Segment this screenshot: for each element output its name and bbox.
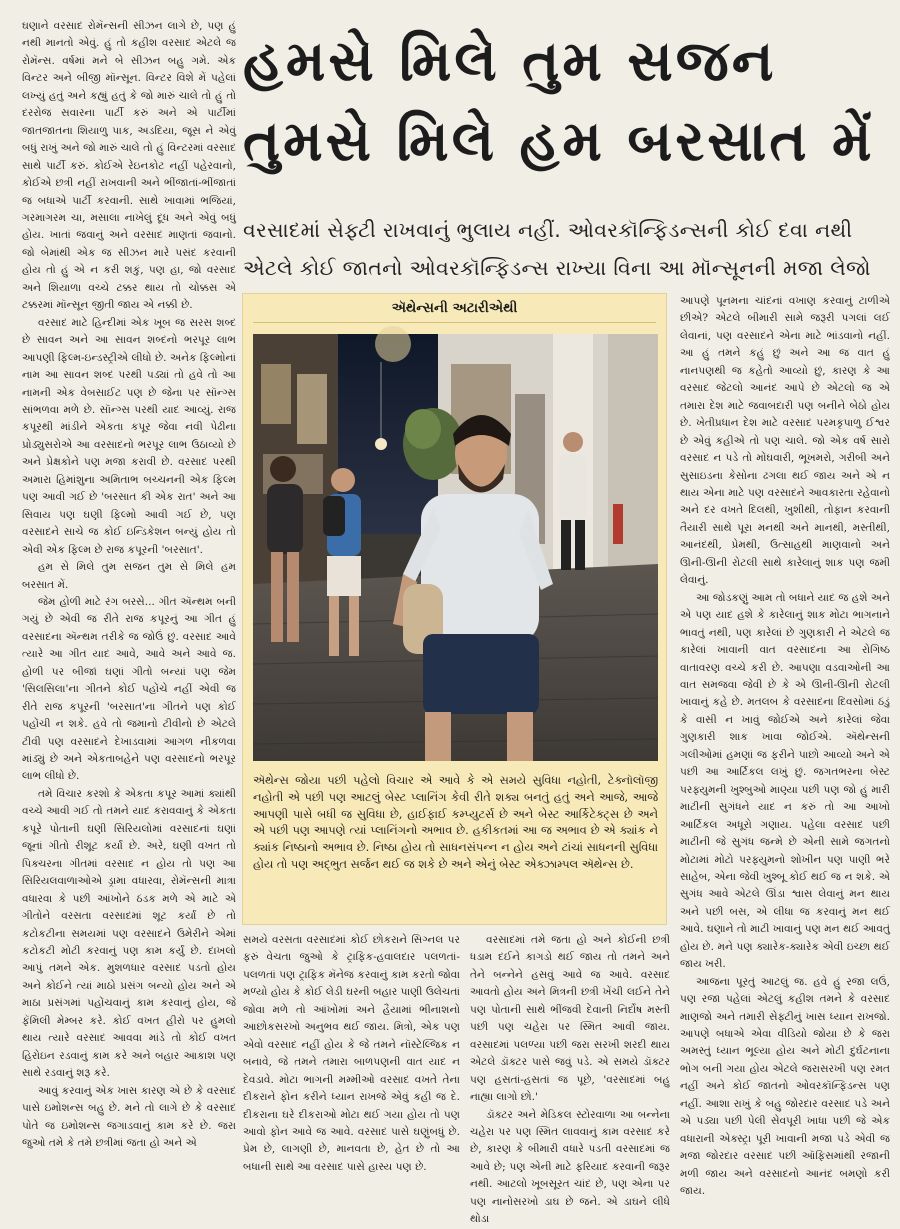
headline-line-1: હમસે મિલે તુમ સજન [243, 29, 777, 94]
paragraph: જેમ હોળી માટે રંગ બરસે... ગીત ઍન્થમ બની ગયું છે એવી જ રીતે રાજ કપૂરનું આ ગીત હું વરસાદના ઍન્થમ તરીકે જ જોઉં છું. વરસાદ આવે ત્યારે આ ગીત યાદ આવે, આવે અને આવે જ. હોળી પર બીજાં ઘણાં ગીતો બન્યાં પણ જેમ 'સિલસિલા'ના ગીતને કોઈ પહોંચે નહીં એવી જ રીતે રાજ કપૂરની 'બરસાત'ના ગીતને પણ કોઈ પહોંચી ન શકે. હવે તો જમાનો ટીવીનો છે એટલે ટીવી પણ વરસાદને દેખાડવામાં આગળ નીકળવા માંડ્યું છે અને એકતાબહેને પણ વરસાદનો ભરપૂર લાભ લીધો છે. [22, 595, 236, 783]
paragraph: વરસાદમાં તમે જતા હો અને કોઈની છત્રી ધડામ દઈને કાગડો થઈ જાય તો તમને અને તેને બન્નેને હસવું આવે જ આવે. વરસાદ આવતો હોય અને મિત્રની છત્રી ખેંચી લઈને તેને પણ પોતાની સાથે ભીંજવી દેવાની નિર્દોષ મસ્તી પછી પણ ચહેરા પર સ્મિત આવી જાય. વરસાદમાં પલળ્યા પછી જરા સરખી શરદી થાય એટલે ડૉક્ટર પાસે જવું પડે. એ સમયે ડૉક્ટર પણ હસતાં-હસતાં જ પૂછે, 'વરસાદમાં બહુ નાહ્યા લાગો છો.' [470, 934, 670, 1104]
article-column-middle-2 [470, 932, 670, 1226]
paragraph: વરસાદ માટે હિન્દીમાં એક ખૂબ જ સરસ શબ્દ છે સાવન અને આ સાવન શબ્દનો ભરપૂર લાભ આપણી ફિલ્મ-ઇન્ડસ્ટ્રીએ લીધો છે. અનેક ફિલ્મોનાં નામ આ સાવન શબ્દ પરથી પડ્યાં તો હવે તો આ નામની એક વેબસાઈટ પણ છે જેના પર સૉન્ગ્સ સાંભળવા મળે છે. સૉન્ગ્સ પરથી યાદ આવ્યું. રાજ કપૂરથી માંડીને એકતા કપૂર જેવા નવી પેઢીના પ્રોડ્યુસરોએ આ વરસાદનો ભરપૂર લાભ ઉઠાવ્યો છે અને પ્રેક્ષકોને પણ મજા કરાવી છે. વરસાદ પરથી અમારા હિમાંશુના અમિતાભ બચ્ચનની એક ફિલ્મ પણ આવી ગઈ છે 'બરસાત કી એક રાત' અને આ સિવાય પણ ઘણી ફિલ્મો આવી ગઈ છે, પણ વરસાદને સાચે જ કોઈ ઇન્ડિકેશન બન્યું હોય તો એવી એક ફિલ્મ છે રાજ કપૂરની 'બરસાત'. [22, 316, 236, 556]
street-photo-illustration [253, 334, 658, 761]
paragraph: સમયે વરસતા વરસાદમાં કોઈ છોકરાને સિગ્નલ પર ફરું વેચતા જુઓ કે ટ્રાફિક-હવાલદાર પલળતાં-પલળતાં પણ ટ્રાફિક મૅનેજ કરવાનું કામ કરતો જોવા મળ્યો હોય કે કોઈ લેડી ઘરની બહાર પાણી ઉલેચતાં જોવા મળે તો આંખોમાં અને હૈયામાં ભીનાશનો આછોકસરખો અનુભવ થઈ જાય. મિત્રો, એક પણ એવો વરસાદ નહીં હોય કે જે તમને નૉસ્ટેલ્જિક ન બનાવે, જે તમને તમારા બાળપણની વાત યાદ ન દેવડાવે. મોટા ભાગની મમ્મીઓ વરસાદ વખતે તેના દીકરાને ફોન કરીને ધ્યાન રાખજે એવું કહી જ દે. દીકરાના ઘરે દીકરાઓ મોટા થઈ ગયા હોય તો પણ આવો ફોન આવે જ આવે. વરસાદ પાસે ઘણુંબધું છે. પ્રેમ છે, લાગણી છે, માનવતા છે, હેત છે તો આ બધાની સાથે આ વરસાદ પાસે હાસ્ય પણ છે. [243, 934, 460, 1173]
section-divider [253, 322, 656, 323]
paragraph: આ જોડકણું આમ તો બધાને યાદ જ હશે અને એ પણ યાદ હશે કે કારેલાનું શાક મોટા ભાગનાને ભાવતું નથી, પણ કારેલાં છે ગુણકારી ને એટલે જ કારેલાં ખાવાની વાત વરસાદના આ રોગિષ્ઠ વાતાવરણ વચ્ચે કરી છે. આપણા વડવાઓની આ વાત સમજવા જેવી છે કે એ ઊની-ઊની રોટલી ખાવાનું કહે છે. મતલબ કે વરસાદના દિવસોમાં ઠંડું કે વાસી ન ખાવું જોઈએ અને કારેલાં જેવા ગુણકારી શાક ખાવા જોઈએ. ઍથેન્સની ગલીઓમાં હમણાં જ ફરીને પાછો આવ્યો અને એ પછી આ આર્ટિકલ લખું છું. જગતભરના બેસ્ટ પરફ્યુમની ખુશ્બુઓ માણ્યા પછી પણ જો હું મારી માટીની સુગંધને યાદ ન કરું તો આ આખો આર્ટિકલ અધૂરો ગણાય. પહેલા વરસાદ પછી માટીની જે સુગંધ જન્મે છે એની સામે જગતનો મોટામાં મોટો પરફ્યુમનો શોખીન પણ પાણી ભરે સાહેબ, એના જેવી ખુશ્બૂ કોઈ થઈ જ ન શકે. એ સુગંધ આવે એટલે ઊંડા શ્વાસ લેવાનું મન થાય અને પછી બસ, એ લીધા જ કરવાનું મન થઈ આવે. ઘણાને તો માટી ખાવાનું પણ મન થઈ આવતું હોય છે. મને પણ ક્યારેક-ક્યારેક એવી ઇચ્છા થઈ જાય ખરી. [680, 591, 890, 971]
section-label: ઍથેન્સની અટારીએથી [391, 300, 518, 316]
paragraph: આજના પૂરતું આટલું જ. હવે હું રજા લઉં, પણ રજા પહેલાં એટલું કહીશ તમને કે વરસાદ માણજો અને તમારી સેફ્ટીનું ખાસ ધ્યાન રાખજો. આપણે બધાએ એવા વીડિયો જોયા છે કે જરા અમસ્તું ધ્યાન ભૂલ્યા હોય અને મોટી દુર્ઘટનાના ભોગ બની ગયા હોય એટલે જરાસરખી પણ રમત નહીં અને કોઈ જાતનો ઓવરકૉન્ફિડન્સ પણ નહીં. આશા રાખું કે બહુ જોરદાર વરસાદ પડે અને એ પડ્યા પછી પેલી સેવપૂરી ખાધા પછી જે એક વધારાની એક્સ્ટ્રા પૂરી ખાવાની મજા પડે એવી જ મજા જોરદાર વરસાદ પછી ઑફિસમાંથી રજાની મળી જાય અને વરસાદનો આનંદ બમણો કરી જાય. [680, 975, 890, 1198]
paragraph: આવું કરવાનું એક ખાસ કારણ એ છે કે વરસાદ પાસે ઇમોશન્સ બહુ છે. મને તો લાગે છે કે વરસાદ પોતે જ ઇમોશન્સ જગાડવાનું કામ કરે છે. જરા જુઓ તમે કે તમે છત્રીમાં જતા હો અને એ [22, 1084, 236, 1149]
deck-line-2: એટલે કોઈ જાતનો ઓવરકૉન્ફિડન્સ રાખ્યા વિના આ મૉન્સૂનની મજા લેજો [243, 256, 871, 280]
article-column-right [680, 293, 890, 1208]
headline-line-2: તુમસે મિલે હમ બરસાત મેં [243, 109, 875, 174]
article-column-middle-1 [243, 932, 460, 1208]
paragraph: હમ સે મિલે તુમ સજન તુમ સે મિલે હમ બરસાત મેં. [22, 561, 236, 591]
paragraph: તમે વિચાર કરશો કે એકતા કપૂર આમાં ક્યાંથી વચ્ચે આવી ગઈ તો તમને યાદ કરાવવાનું કે એકતા કપૂરે પોતાની ઘણી સિરિયલોમાં વરસાદનાં ઘણાં જૂનાં ગીતો રીશૂટ કર્યાં છે. અરે, ઘણી વખત તો પિક્ચરના ગીતમાં વરસાદ ન હોય તો પણ આ સિરિયલવાળાઓએ ડ્રામા વધારવા, રોમૅન્સની માત્રા વધારવા કે પછી આંખોને ઠંડક મળે એ માટે એ ગીતોને વરસતા વરસાદમાં શૂટ કર્યાં છે તો કટોકટીના સમયમાં પણ વરસાદને ઉમેરીને એમાં કટોકટી મોટી કરવાનું પણ કામ કર્યું છે. દાખલો આપું તમને એક. મુશળધાર વરસાદ પડતો હોય અને કોઈને ત્યાં માઠો પ્રસંગ બન્યો હોય અને એ માઠા પ્રસંગમાં પહોંચવાનું કામ કરવાનું હોય, જે ફૅમિલી મેમ્બર કરે. કોઈ વખત હીરો પર હુમલો થાય ત્યારે વરસાદ આવવા માંડે તો કોઈ વખત હિરોઇન રડવાનું કામ કરે અને બહાર આકાશ પણ સાથે રડવાનું શરૂ કરે. [22, 787, 236, 1080]
photo-caption: ઍથેન્સ જોયા પછી પહેલો વિચાર એ આવે કે એ સમયે સુવિધા નહોતી, ટેક્નૉલૉજી નહોતી એ પછી પણ આટલું બેસ્ટ પ્લાનિંગ કેવી રીતે શક્ય બનતું હતું અને આજે, આજે આપણી પાસે બધી જ સુવિધા છે, હાઈફાઈ કમ્પ્યુટર્સ છે અને બેસ્ટ આર્કિટેક્ટ્સ છે અને એ પછી પણ આપણે ત્યાં પ્લાનિંગનો અભાવ છે. હકીકતમાં આ જ અભાવ છે એ ક્યાંક ને ક્યાંક નિષ્ઠાનો અભાવ છે. નિષ્ઠા હોય તો સાધનસંપન્ન ન હોય અને ટાંચાં સાધનની સુવિધા હોય તો પણ અદ્ભુત સર્જન થઈ જ શકે છે અને એનું બેસ્ટ એક્ઝામ્પલ ઍથેન્સ છે. [253, 773, 658, 871]
street-photo [253, 334, 658, 761]
feature-box [242, 293, 667, 925]
article-column-left [22, 18, 236, 1208]
deck-line-1: વરસાદમાં સેફ્ટી રાખવાનું ભુલાય નહીં. ઓવરકૉન્ફિડન્સની કોઈ દવા નથી [243, 218, 853, 242]
paragraph: ઘણાને વરસાદ રોમૅન્સની સીઝન લાગે છે, પણ હું નથી માનતો એવું. હું તો કહીશ વરસાદ એટલે જ રોમૅન્સ. વર્ષમાં મને બે સીઝન બહુ ગમે. એક વિન્ટર અને બીજી મૉન્સૂન. વિન્ટર વિશે મેં પહેલાં લખ્યું હતું અને કહ્યું હતું કે જો મારું ચાલે તો હું તો દરરોજ સવારના પાર્ટી કરું અને એ પાર્ટીમાં જાતજાતના શિયાળુ પાક, અડદિયા, જૂસ ને એવું બધું રાખું અને જો મારું ચાલે તો હું વિન્ટરમાં વરસાદ સાથે પાર્ટી કરું. કોઈએ રેઇનકોટ નહીં પહેરવાનો, કોઈએ છત્રી નહીં રાખવાની અને ભીંજાતાં-ભીંજાતાં જ બધાએ પાર્ટી કરવાની. સાથે ખાવામાં ભજિયાં, ગરમાગરમ ચા, મસાલા નાખેલું દૂધ અને એવું બધું હોય. ખાતાં જવાનું અને વરસાદ માણતાં જવાનો. જો બેમાંથી એક જ સીઝન મારે પસંદ કરવાની હોય તો હું એ ન કરી શકું, પણ હા, જો વરસાદ અને શિયાળા વચ્ચે ટક્કર થાય તો ચોક્કસ એ ટક્કરમાં મૉન્સૂન જીતી જાય એ નક્કી છે. [22, 20, 236, 312]
paragraph: ડૉક્ટર અને મેડિકલ સ્ટોરવાળા આ બન્નેના ચહેરા પર પણ સ્મિત લાવવાનું કામ વરસાદ કરે છે, કારણ કે બીમારી વધારે પડતી વરસાદમાં જ આવે છે; પણ એની માટે ફરિયાદ કરવાની જરૂર નથી. આટલો ખૂબસૂરત ચાંદ છે, પણ એના પર પણ નાનોસરખો ડાઘ છે જને. એ ડાઘને લીધે થોડા [470, 1108, 670, 1226]
paragraph: આપણે પૂનમના ચાંદનાં વખાણ કરવાનું ટાળીએ છીએ? એટલે બીમારી સામે જરૂરી પગલાં લઈ લેવાનાં, પણ વરસાદને એના માટે ભાંડવાનો નહીં. આ હું તમને કહું છું અને આ જ વાત હું નાનપણથી જ કહેતો આવ્યો છું, કારણ કે આ વરસાદ જેટલો આનંદ આપે છે એટલો જ એ તમારા દેશ માટે જવાબદારી પણ બનીને બેઠો હોય છે. ખેતીપ્રધાન દેશ માટે વરસાદ પરમકૃપાળુ ઈશ્વર છે એવું કહીએ તો પણ ચાલે. જો એક વર્ષ સારો વરસાદ ન પડે તો મોંઘવારી, ભૂખમરો, ગરીબી અને સુસાઇડના કેસોના ઢગલા થઈ જાય અને એ ન થાય એના માટે પણ વરસાદને આવકારતા રહેવાનો અને દર વખતે દિલથી, ખુશીથી, તોફાન કરવાની તૈયારી સાથે પૂરા મનથી અને માનથી, મસ્તીથી, આનંદથી, પ્રેમથી, ઉત્સાહથી માણવાનો અને ઊની-ઊની રોટલી સાથે કારેલાનું શાક પણ જમી લેવાનું. [680, 295, 890, 587]
